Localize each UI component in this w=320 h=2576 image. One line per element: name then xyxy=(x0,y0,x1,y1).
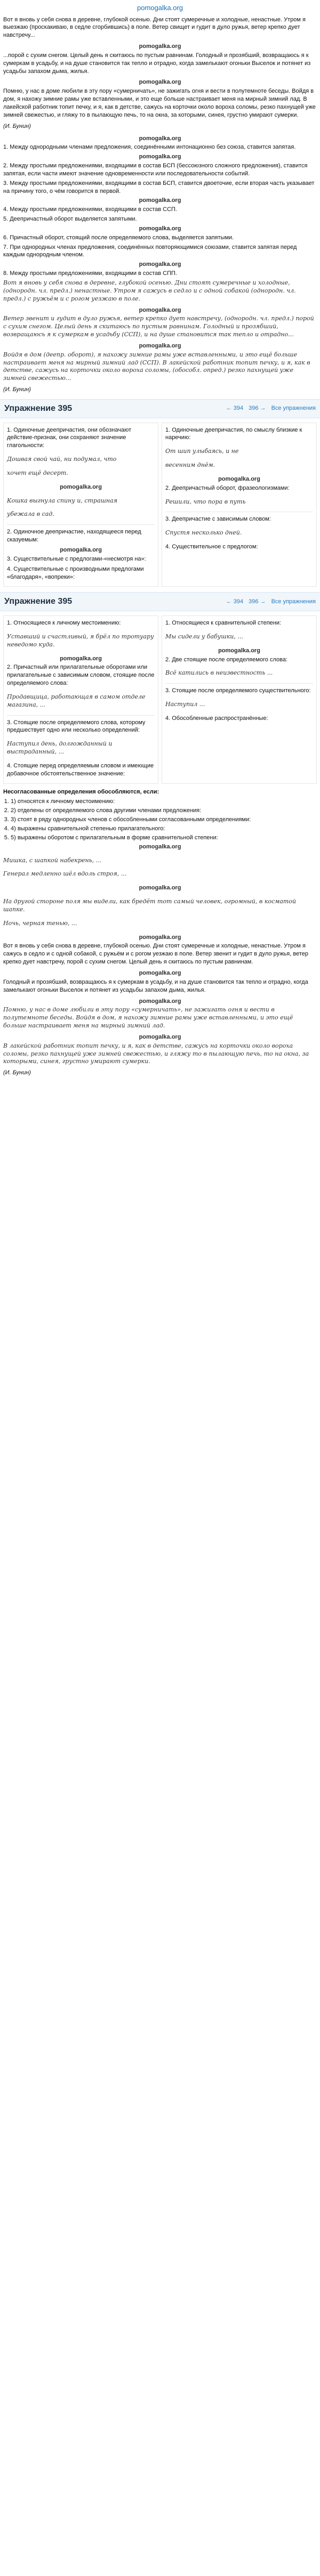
task-4: 4. Между простыми предложениями, входящими в состав ССП. xyxy=(3,206,177,213)
final-para-2: Голодный и прозябший, возвращаюсь я к сумеркам в усадьбу, и на душе становится так тепло и отрадно, когда замелькают огоньки Выселок и потянет из усадьбы запахом дыма, жилья. xyxy=(3,978,308,993)
watermark: pomogalka.org xyxy=(137,4,183,12)
task-1: 1. Между однородными членами предложения, соединёнными интонационно без союза, ставится запятая. xyxy=(3,144,296,151)
watermark: pomogalka.org xyxy=(139,135,181,142)
analysis-text xyxy=(3,279,317,383)
watermark-row xyxy=(3,306,317,314)
final-para-3: Помню, у нас в доме любили в эту пору «сумерничать», не зажигать огня и вести в полутемноте беседы. Войдя в дом, я нахожу зимние рамы уже вставленными, и это ещё больше настраивает меня на мирный зимний лад. xyxy=(3,1006,293,1030)
right2-item-3: 3. Стоящие после определяемого существительного: xyxy=(165,687,311,694)
author: (И. Бунин) xyxy=(3,123,31,129)
hw-right-3: Решили, что пора в путь xyxy=(165,498,246,505)
intro-para-1: Вот я вновь у себя снова в деревне, глубокой осенью. Дни стоят сумеречные и холодные, ненастные. Утром я выезжаю (проскакиваю, в седле сгорбившись) в поле. Ветер свищет и гудит в дуло ружья, ветер крепко дует навстречу... xyxy=(3,16,306,39)
watermark-row xyxy=(3,153,317,161)
analysis-para-2: Ветер звенит и гудит в дуло ружья, ветер крепко дует навстречу, (однородн. чл. предл.) порой с сухим снегом. Целый день я скитаюсь по пустым равнинам. Голодный и прозябший, возвращаюсь я к сумеркам в усадьбу (ССП), и на душе становится так тепло и отрадно... xyxy=(3,315,314,338)
hw-left-2: хочет ещё десерт. xyxy=(7,469,68,476)
neobosob-item-5: 5. 5) выражены оборотом с прилагательным в форме сравнительной степени: xyxy=(11,834,317,842)
site-header xyxy=(3,3,317,13)
left2-item-4: 4. Стоящие перед определяемым словом и имеющие добавочное обстоятельственное значение: xyxy=(7,762,154,777)
watermark-row xyxy=(7,655,155,663)
example-left-2: Продавщица, работающая в самом отделе магазина, ... xyxy=(7,693,146,708)
left2-item-1: 1. Относящиеся к личному местоимению: xyxy=(7,619,121,626)
final-text xyxy=(3,934,317,1066)
final-para-1: Вот я вновь у себя снова в деревне, глубокой осенью. Дни стоят сумеречные и холодные, ненастные. Утром я сажусь в седло и с одной собакой, с ружьём и с рогом уезжаю в поле. Ветер звенит и гудит в дуло ружья, ветер крепко дует навстречу, порой с сухим снегом. Целый день я скитаюсь по пустым равнинам. xyxy=(3,943,308,966)
exercise-header-2 xyxy=(0,592,320,611)
neobosob-example-4: Ночь, черная тенью, ... xyxy=(3,919,77,927)
left-item-2: 2. Одиночное деепричастие, находящееся перед сказуемым: xyxy=(7,529,141,544)
task-2: 2. Между простыми предложениями, входящими в состав БСП (бессоюзного сложного предложения), ставится запятая, если части имеют значение одновременности или последовательности событий. xyxy=(3,163,308,177)
prev-exercise-link[interactable]: ← 394 xyxy=(226,405,244,412)
next-exercise-link[interactable]: 396 → xyxy=(249,598,266,605)
intro-para-3: Помню, у нас в доме любили в эту пору «сумерничать», не зажигать огня и вести в полутемноте беседы. Войдя в дом, я нахожу зимние рамы уже вставленными, и это еще больше настраивает меня на мирный зимний лад. В лакейской работник топит печку, и я, как в детстве, сажусь на корточки около вороха соломы, резко пахнущей уже зимней свежестью, и гляжу то в пылающую печь, то на окна, за которыми, синея, грустно умирают сумерки. xyxy=(3,88,316,118)
neobosob-title-text: Несогласованные определения xyxy=(3,788,96,795)
watermark-row xyxy=(165,647,313,655)
neobosob-item-1: 1. 1) относятся к личному местоимению: xyxy=(11,798,317,806)
tasks xyxy=(3,135,317,278)
left-item-4: 4. Существительные с производными предлогами «благодаря», «вопреки»: xyxy=(7,565,144,580)
exercise-nav xyxy=(226,404,316,412)
task-8: 8. Между простыми предложениями, входящими в состав СПП. xyxy=(3,270,177,277)
exercise-grid-2 xyxy=(3,615,317,784)
watermark-row xyxy=(3,998,317,1006)
neobosob-title xyxy=(3,788,317,796)
watermark-row xyxy=(7,483,155,491)
left2-item-3: 3. Стоящие после определяемого слова, которому предшествует одно или несколько определений: xyxy=(7,719,146,734)
neobosob-item-4: 4. 4) выражены сравнительной степенью прилагательного: xyxy=(11,825,317,833)
watermark-row xyxy=(3,884,317,892)
all-exercises-link[interactable]: Все упражнения xyxy=(271,598,316,605)
hw-right-4: Спустя несколько дней. xyxy=(165,529,242,537)
author: (И. Бунин) xyxy=(3,386,31,393)
watermark-row xyxy=(3,843,317,851)
author: (И. Бунин) xyxy=(3,1070,31,1076)
exercise-nav-2 xyxy=(226,598,316,606)
neobosob-section xyxy=(3,788,317,928)
prev-exercise-link[interactable]: ← 394 xyxy=(226,598,244,605)
left-item-3: 3. Существительные с предлогами-«несмотря на»: xyxy=(7,555,146,562)
watermark-row xyxy=(3,43,317,51)
hw-right-1: От шип улыбаясь, и не xyxy=(165,448,239,455)
watermark: pomogalka.org xyxy=(139,969,181,976)
task-5: 5. Деепричастный оборот выделяется запятыми. xyxy=(3,216,137,223)
neobosob-example-1: Мишка, с шапкой набекрень, ... xyxy=(3,856,102,864)
watermark-row xyxy=(3,197,317,205)
watermark-row xyxy=(3,261,317,269)
right2-item-2: 2. Две стоящие после определяемого слова: xyxy=(165,656,288,663)
left-column xyxy=(3,423,158,587)
exercise-title-2: Упражнение 395 xyxy=(4,597,73,606)
watermark: pomogalka.org xyxy=(139,934,181,941)
watermark: pomogalka.org xyxy=(139,261,181,268)
hw-left-1: Дошвая свой чай, ни подумал, что xyxy=(7,456,117,463)
exercise-title: Упражнение 395 xyxy=(4,403,73,413)
next-exercise-link[interactable]: 396 → xyxy=(249,405,266,412)
watermark: pomogalka.org xyxy=(139,342,181,349)
intro-text xyxy=(3,16,317,119)
watermark-row xyxy=(7,546,155,554)
right-item-1: 1. Одиночные деепричастия, по смыслу близкие к наречию: xyxy=(165,426,302,441)
watermark: pomogalka.org xyxy=(139,153,181,160)
all-exercises-link[interactable]: Все упражнения xyxy=(271,405,316,412)
divider xyxy=(7,524,155,525)
watermark: pomogalka.org xyxy=(139,79,181,86)
watermark-row xyxy=(3,135,317,143)
watermark-row xyxy=(165,475,313,483)
example-left-1: Уставший и счастливый, я брёл по тротуару неведомо куда. xyxy=(7,633,154,648)
right2-item-1: 1. Относящиеся к сравнительной степени: xyxy=(165,619,282,626)
watermark: pomogalka.org xyxy=(139,306,181,313)
divider xyxy=(7,715,155,716)
analysis-para-3: Войдя в дом (деепр. оборот), я нахожу зимние рамы уже вставленными, и это ещё больше настраивает меня на мирный зимний лад (ССП). В лакейской работник топит печку, и я, как в детстве, сажусь на корточки около вороха соломы, (обособл. опред.) резко пахнущей уже зимней свежестью... xyxy=(3,351,310,382)
hw-right-2: весенним днём. xyxy=(165,461,215,469)
watermark: pomogalka.org xyxy=(218,475,260,482)
right-column-2 xyxy=(162,615,317,784)
example-left-3: Наступил день, долгожданный и выстраданный, ... xyxy=(7,740,113,756)
task-7: 7. При однородных членах предложения, соединённых повторяющимися союзами, ставится запятая перед каждым однородным членом. xyxy=(3,244,297,258)
watermark: pomogalka.org xyxy=(139,197,181,204)
watermark-row xyxy=(3,934,317,942)
watermark-row xyxy=(3,78,317,86)
left-item-1: 1. Одиночные деепричастия, они обозначают действие-признак, они сохраняют значение глагольности: xyxy=(7,426,132,449)
watermark: pomogalka.org xyxy=(60,655,102,662)
watermark: pomogalka.org xyxy=(60,547,102,554)
watermark-row xyxy=(3,1033,317,1041)
analysis-para-1: Вот я вновь у себя снова в деревне, глубокой осенью. Дни стоят сумеречные и холодные, (однородн. чл. предл.) ненастные. Утром я сажусь в седло и с одной собакой (однородн. чл. предл.) с ружьём и с рогом уезжаю в поле. xyxy=(3,279,296,302)
exercise-header xyxy=(0,399,320,418)
left2-item-2: 2. Причастный или прилагательные оборотами или прилагательные с зависимым словом, стоящие после определяемого слова: xyxy=(7,664,155,687)
right-column xyxy=(162,423,317,587)
hw-left-4: убежала в сад. xyxy=(7,511,54,518)
watermark: pomogalka.org xyxy=(218,647,260,654)
final-para-4: В лакейской работник топит печку, и я, как в детстве, сажусь на корточки около вороха соломы, резко пахнущей уже зимней свежестью, и гляжу то в пылающую печь, то на окна, за которыми, синея, грустно умирают сумерки. xyxy=(3,1042,309,1065)
right-item-4: 4. Существительное с предлогом: xyxy=(165,544,258,550)
watermark: pomogalka.org xyxy=(139,998,181,1005)
example-right-3: Наступил ... xyxy=(165,701,205,708)
task-6: 6. Причастный оборот, стоящий после определяемого слова, выделяется запятыми. xyxy=(3,234,234,241)
watermark: pomogalka.org xyxy=(139,843,181,850)
exercise-grid xyxy=(3,423,317,587)
neobosob-item-2: 2. 2) отделены от определяемого слова другими членами предложения: xyxy=(11,807,317,815)
watermark: pomogalka.org xyxy=(139,885,181,892)
watermark-row xyxy=(3,969,317,977)
example-right-1: Мы сидели у бабушки, ... xyxy=(165,633,243,640)
example-right-2: Всё катились в неизвестность ... xyxy=(165,669,273,677)
watermark: pomogalka.org xyxy=(139,43,181,50)
neobosob-example-2: Генерал медленно шёл вдоль строя, ... xyxy=(3,870,127,878)
watermark: pomogalka.org xyxy=(60,483,102,490)
neobosob-item-3: 3. 3) стоят в ряду однородных членов с обособленными согласованными определениями: xyxy=(11,816,317,824)
neobosob-example-3: На другой стороне поля мы видели, как бредёт тот самый человек, огромный, в косматой шапке. xyxy=(3,898,297,913)
divider xyxy=(165,683,313,684)
task-3: 3. Между простыми предложениями, входящими в состав БСП, ставится двоеточие, если вторая часть указывает на причину того, о чём говорится в первой. xyxy=(3,180,315,195)
left-column-2 xyxy=(3,615,158,784)
neobosob-list xyxy=(3,798,317,841)
page xyxy=(0,0,320,1083)
right-item-2: 2. Деепричастный оборот, фразеологизмами: xyxy=(165,484,290,491)
watermark-row xyxy=(3,225,317,233)
right2-item-4: 4. Обособленные распространённые: xyxy=(165,715,268,722)
watermark: pomogalka.org xyxy=(139,225,181,232)
hw-left-3: Кошка выгнула спину и, страшная xyxy=(7,497,118,504)
watermark: pomogalka.org xyxy=(139,1033,181,1040)
right-item-3: 3. Деепричастие с зависимым словом: xyxy=(165,516,271,523)
neobosob-subtitle: обособляются, если: xyxy=(97,788,159,795)
intro-para-2: ...порой с сухим снегом. Целый день я скитаюсь по пустым равнинам. Голодный и прозябший, возвращаюсь я к сумеркам в усадьбу, и на душе становится так тепло и отрадно, когда замелькают огоньки Выселок и потянет из усадьбы запахом дыма, жилья. xyxy=(3,52,311,75)
watermark-row xyxy=(3,342,317,350)
